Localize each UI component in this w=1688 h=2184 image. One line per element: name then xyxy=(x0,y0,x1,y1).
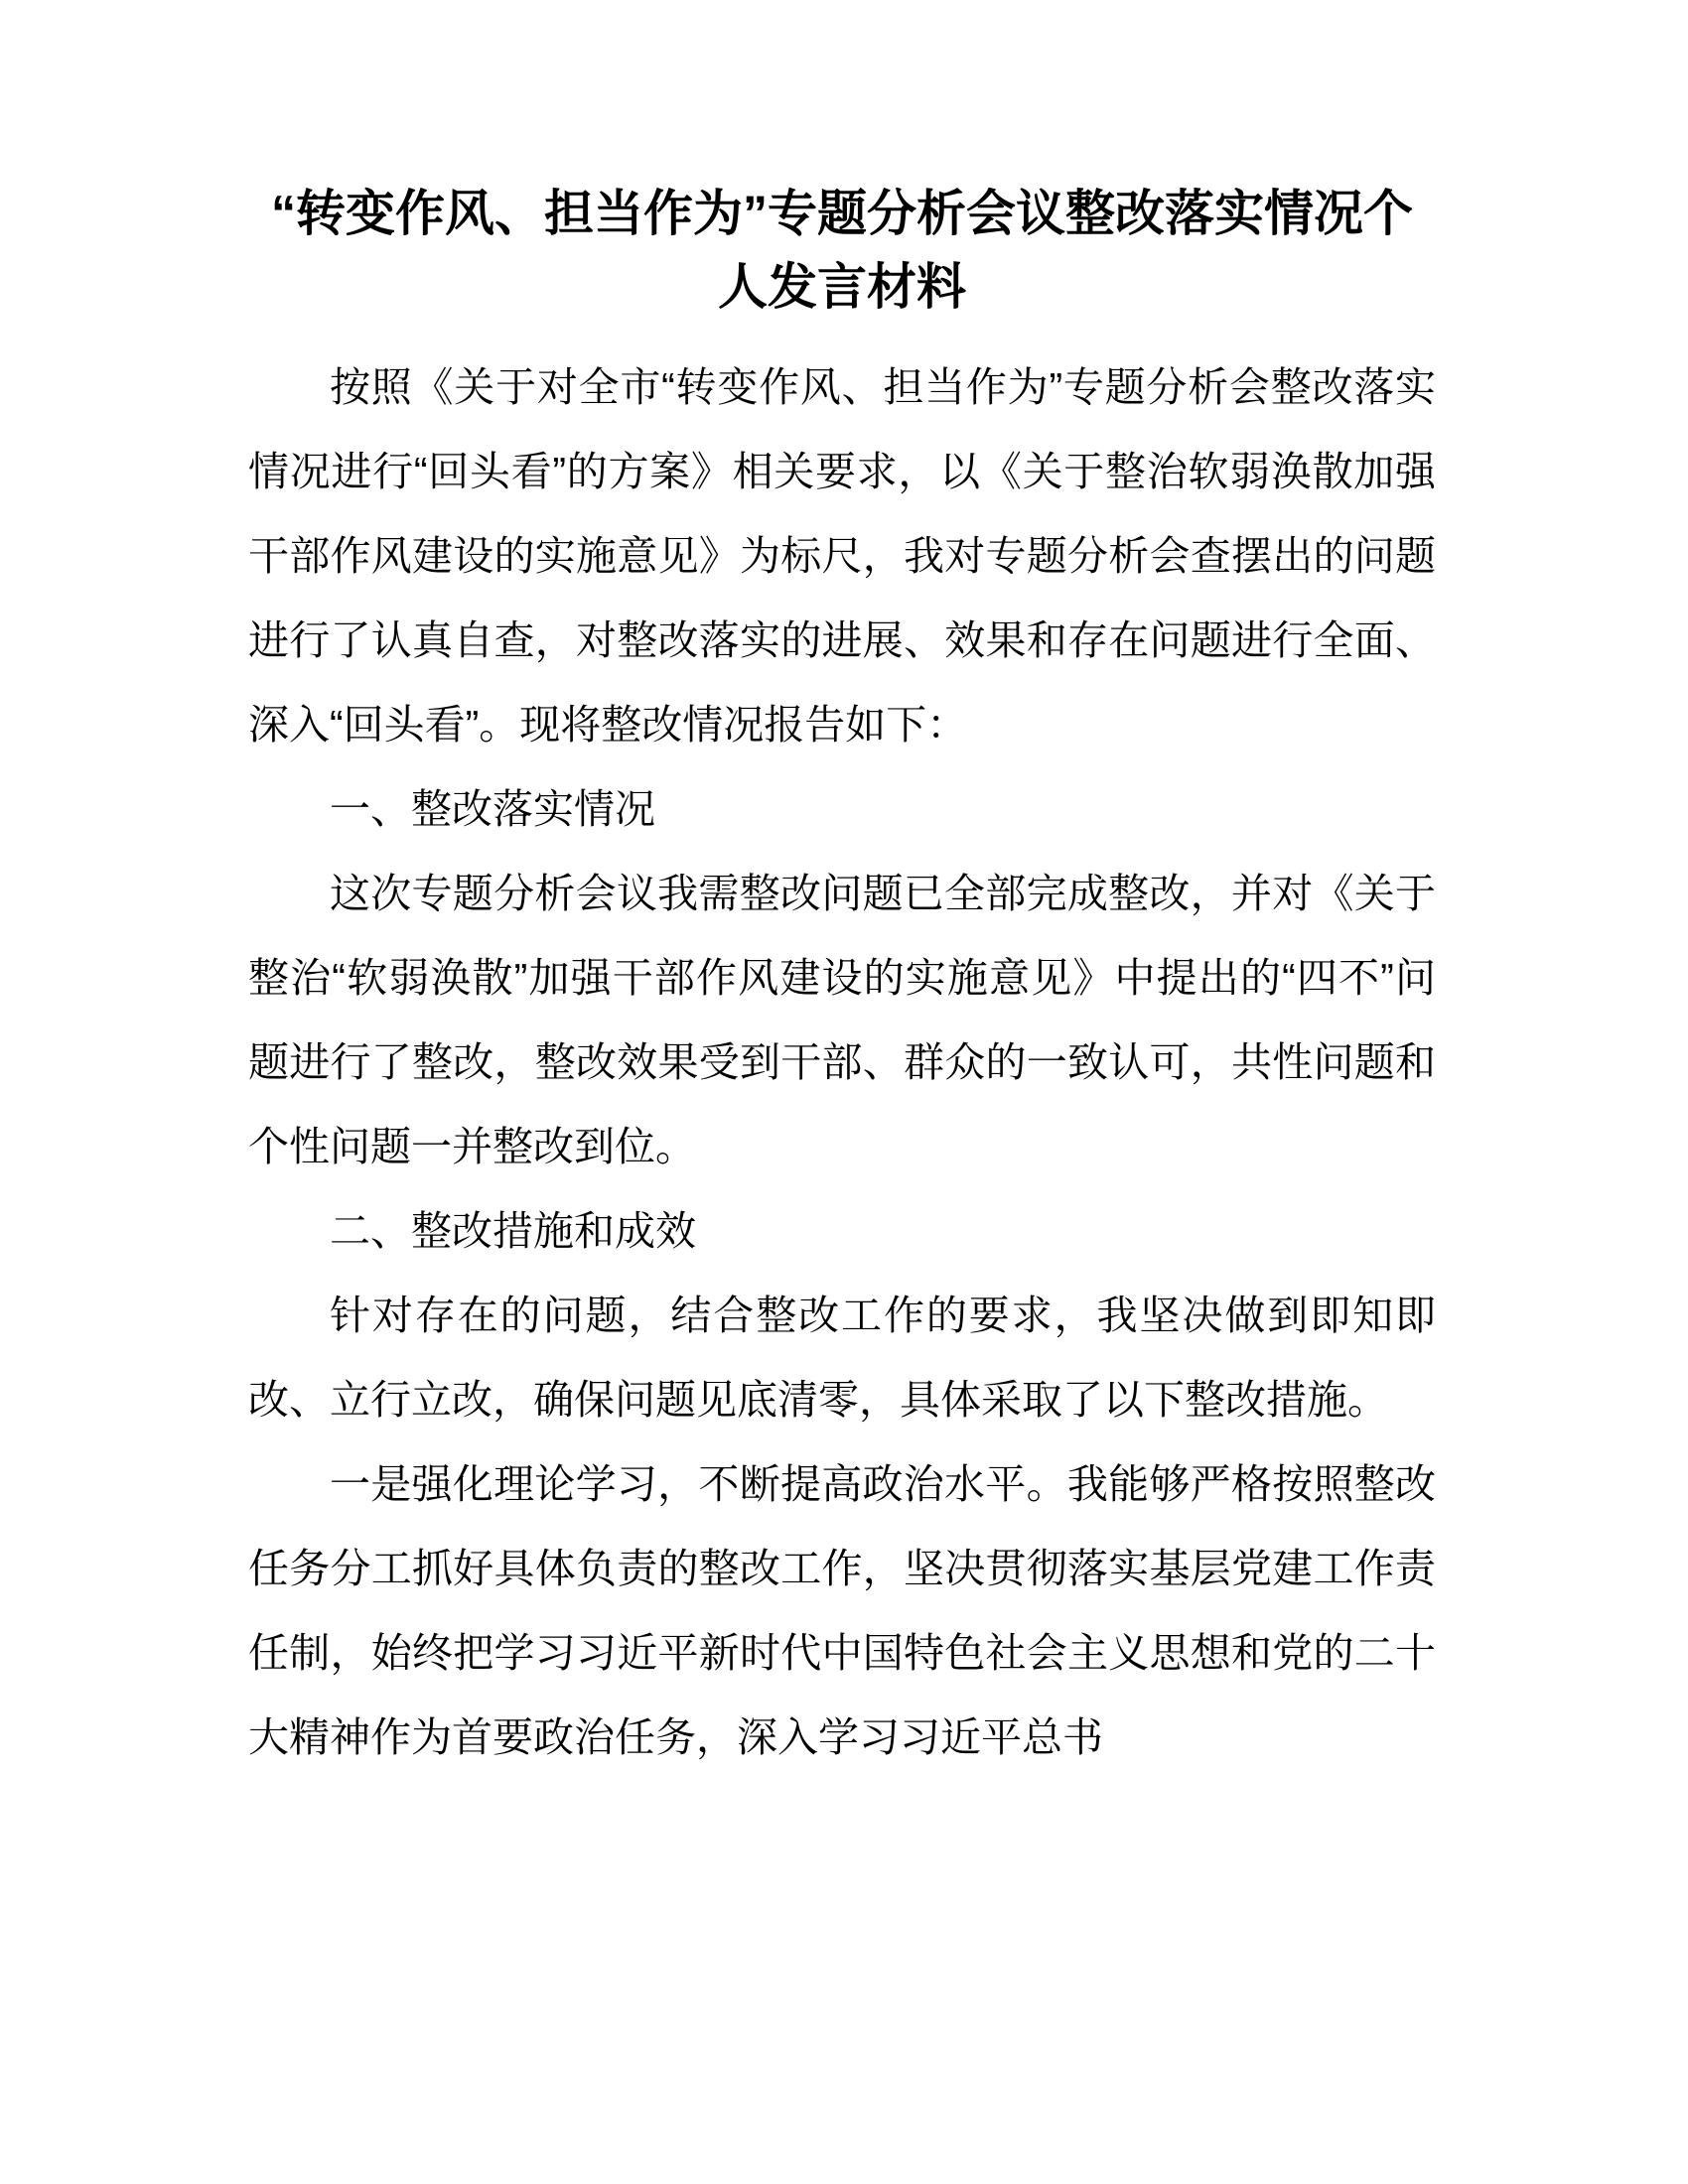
measure-one-paragraph: 一是强化理论学习，不断提高政治水平。我能够严格按照整改任务分工抓好具体负责的整改工作，坚决贯彻落实基层党建工作责任制，始终把学习习近平新时代中国特色社会主义思想和党的二十大精神作为首要政治任务，深入学习习近平总书 xyxy=(248,1461,1436,1760)
section-one-paragraph: 这次专题分析会议我需整改问题已全部完成整改，并对《关于整治“软弱涣散”加强干部作风建设的实施意见》中提出的“四不”问题进行了整改，整改效果受到干部、群众的一致认可，共性问题和个性问题一并整改到位。 xyxy=(248,871,1436,1169)
section-heading-one: 一、整改落实情况 xyxy=(330,786,655,832)
intro-paragraph: 按照《关于对全市“转变作风、担当作为”专题分析会整改落实情况进行“回头看”的方案》相关要求，以《关于整治软弱涣散加强干部作风建设的实施意见》为标尺，我对专题分析会查摆出的问题进行了认真自查，对整改落实的进展、效果和存在问题进行全面、深入“回头看”。现将整改情况报告如下： xyxy=(248,364,1436,748)
document-body xyxy=(248,0,1436,1780)
section-heading-two: 二、整改措施和成效 xyxy=(330,1208,696,1254)
page-title: “转变作风、担当作为”专题分析会议整改落实情况个人发言材料 xyxy=(271,186,1413,315)
section-two-intro-paragraph: 针对存在的问题，结合整改工作的要求，我坚决做到即知即改、立行立改，确保问题见底清零，具体采取了以下整改措施。 xyxy=(248,1293,1436,1423)
